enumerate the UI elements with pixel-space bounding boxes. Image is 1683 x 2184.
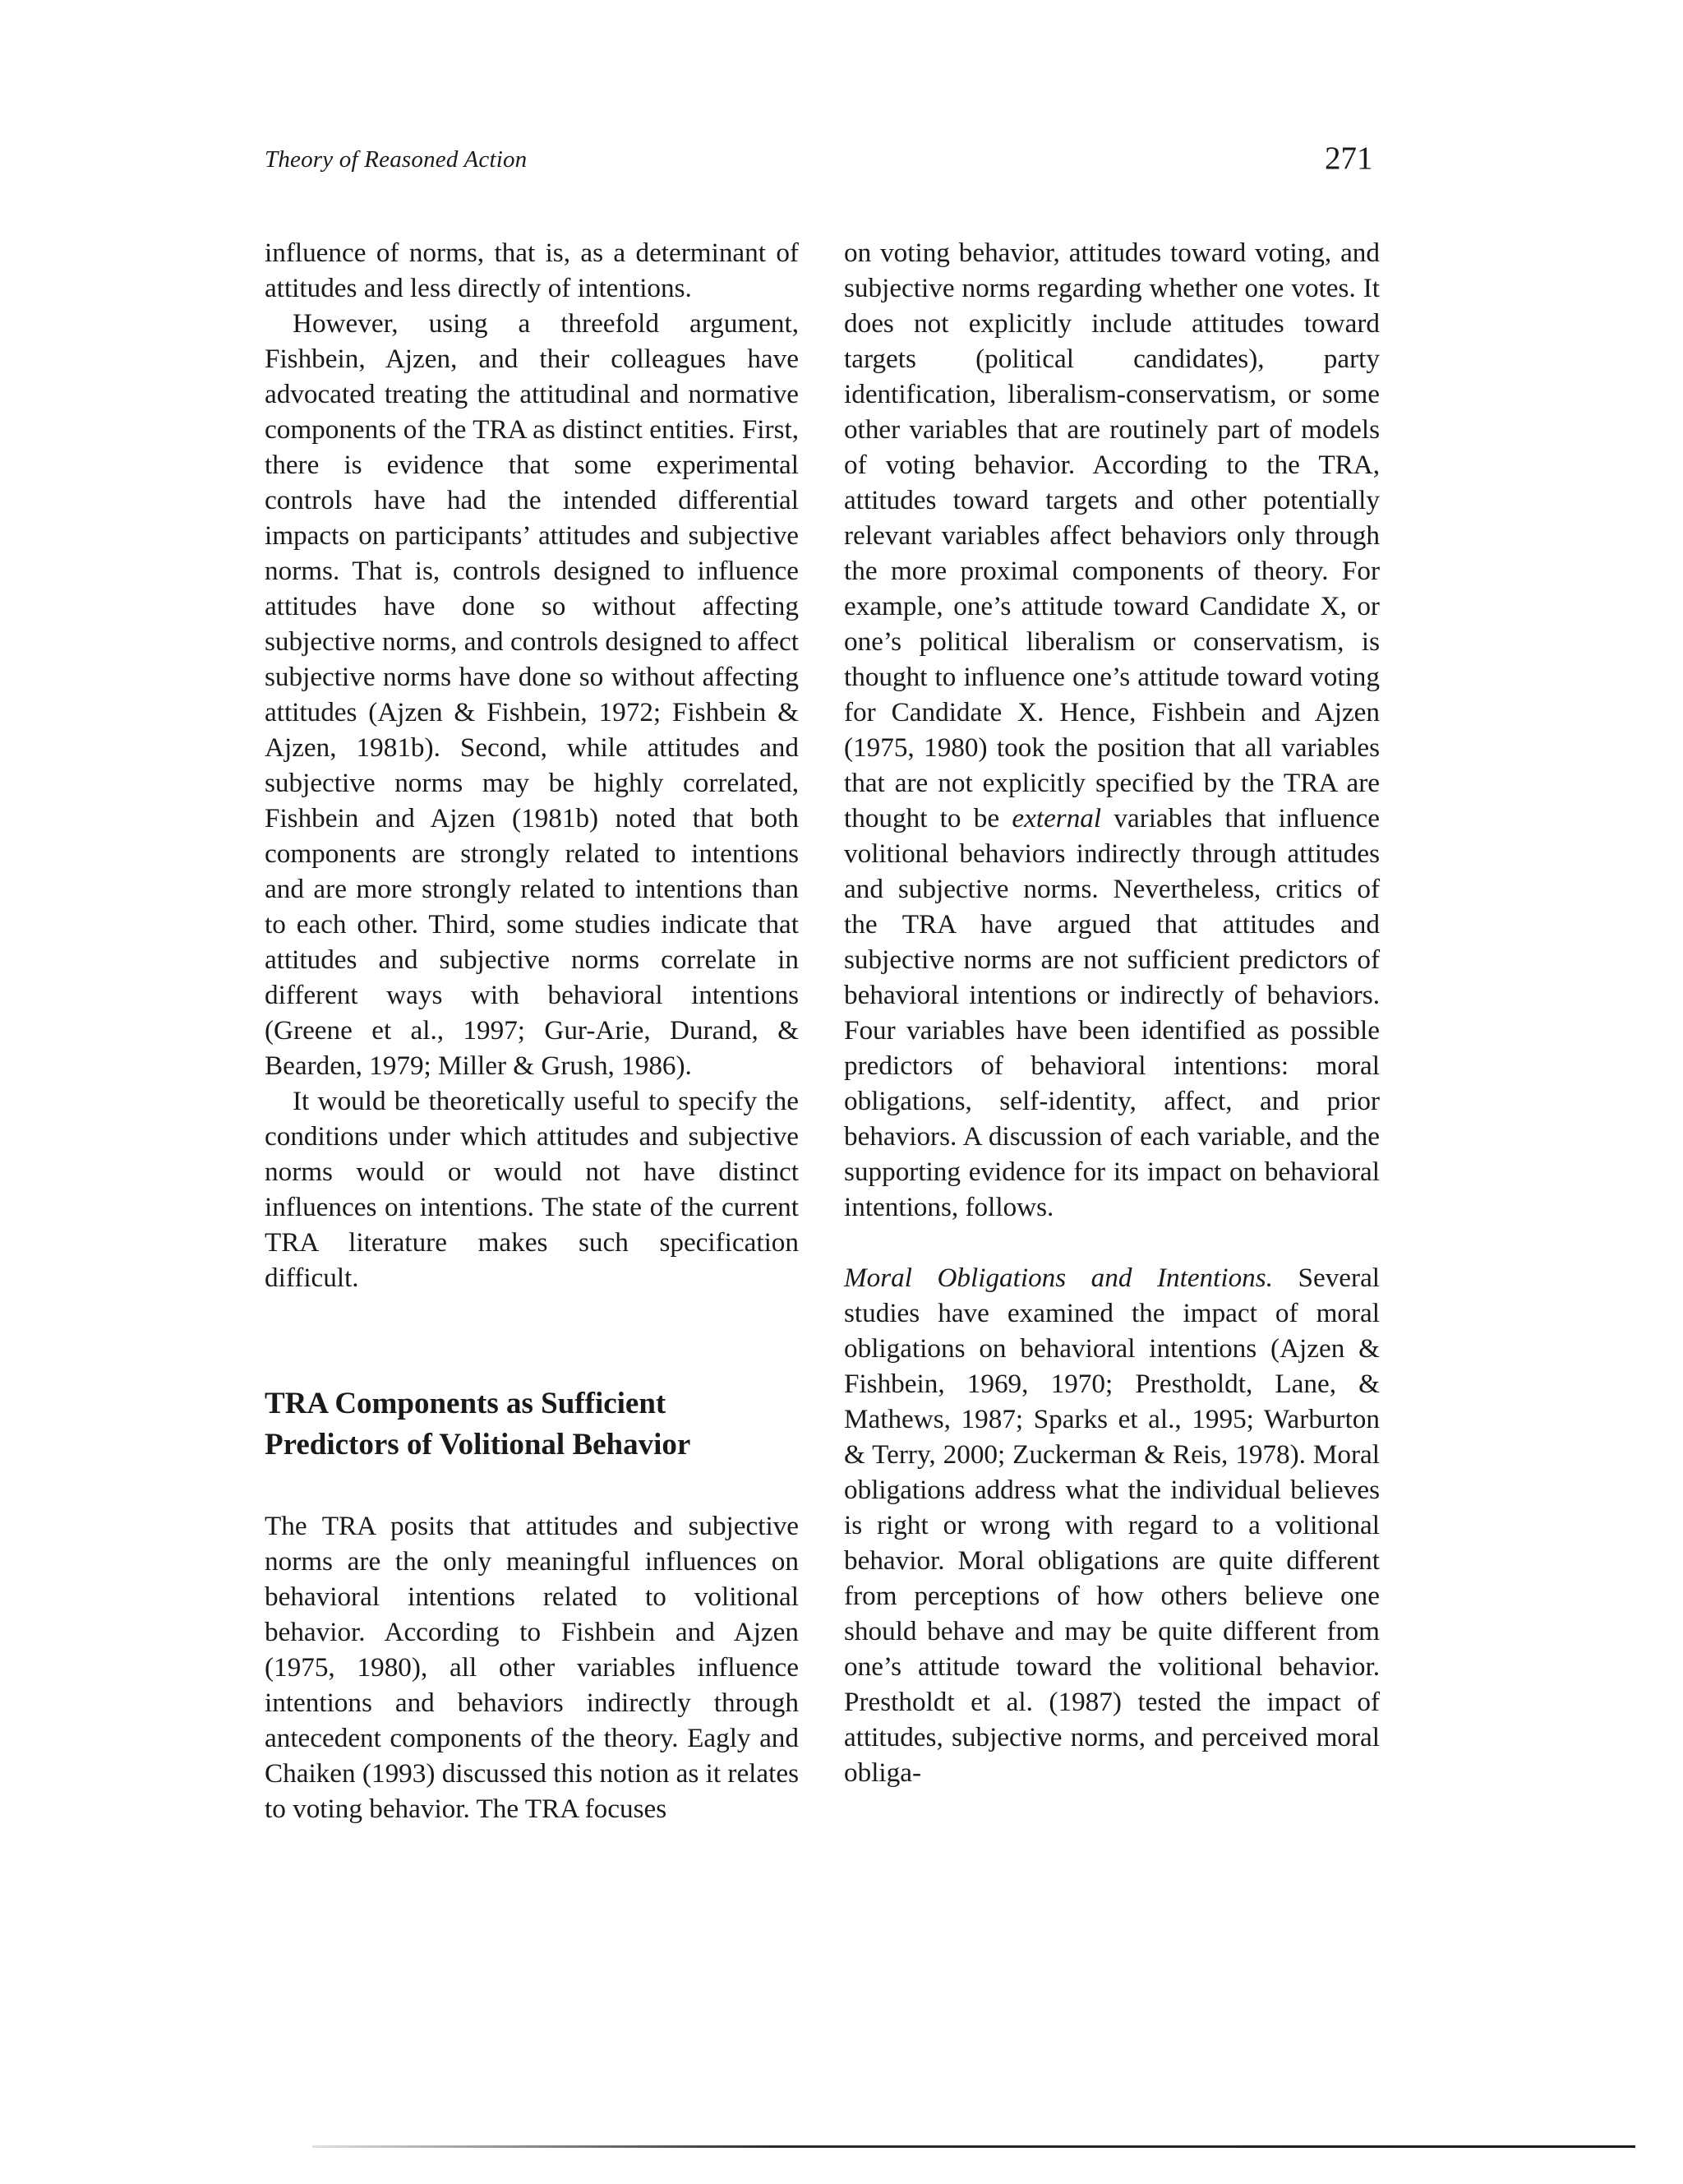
running-head: Theory of Reasoned Action xyxy=(265,146,528,173)
paragraph-voting-behavior xyxy=(844,235,1380,1225)
page-number: 271 xyxy=(1325,141,1373,176)
right-column xyxy=(844,235,1380,1790)
paragraph-moral-text: Several studies have examined the impact of moral obligations on behavioral intentions (Ajzen & Fishbein, 1969, 1970; Prestholdt, Lane, & Mathews, 1987; Sparks et al., 1995; Warburton & Terry, 2000; Zuckerman & Reis, 1978). Moral obligations address what the individual believes is right or wrong with regard to a volitional behavior. Moral obligations are quite different from perceptions of how others believe one should behave and may be quite different from one’s attitude toward the volitional behavior. Prestholdt et al. (1987) tested the impact of attitudes, subjective norms, and perceived moral obliga- xyxy=(844,1263,1381,1788)
section-heading-line-2: Predictors of Volitional Behavior xyxy=(265,1428,691,1461)
paragraph-continuation: influence of norms, that is, as a determinant of attitudes and less directly of intentions. xyxy=(265,238,799,303)
paragraph-threefold-argument: However, using a threefold argument, Fishbein, Ajzen, and their colleagues have advocated treating the attitudinal and normative components of the TRA as distinct entities. First, there is evidence that some experimental controls have had the intended differential impacts on participants’ attitudes and subjective norms. That is, controls designed to influence attitudes have done so without affecting subjective norms, and controls designed to affect subjective norms have done so without affecting attitudes (Ajzen & Fishbein, 1972; Fishbein & Ajzen, 1981b). Second, while attitudes and subjective norms may be highly correlated, Fishbein and Ajzen (1981b) noted that both components are strongly related to intentions and are more strongly related to intentions than to each other. Third, some studies indicate that attitudes and subjective norms correlate in different ways with behavioral intentions (Greene et al., 1997; Gur-Arie, Durand, & Bearden, 1979; Miller & Grush, 1986). xyxy=(265,308,799,1081)
left-column xyxy=(265,235,799,1826)
runin-heading-moral-obligations: Moral Obligations and Intentions. xyxy=(844,1263,1273,1293)
bottom-scan-rule xyxy=(312,2145,1635,2148)
paragraph-voting-text-2: variables that influence volitional behaviors indirectly through attitudes and subjective norms. Nevertheless, critics of the TRA have argued that attitudes and subjective norms are not sufficient predictors of behavioral intentions or indirectly of behaviors. Four variables have been identified as possible predictors of behavioral intentions: moral obligations, self-identity, affect, and prior behaviors. A discussion of each variable, and the supporting evidence for its impact on behavioral intentions, follows. xyxy=(844,803,1380,1222)
section-heading xyxy=(265,1383,799,1466)
paragraph-theoretical-use: It would be theoretically useful to specify the conditions under which attitudes and subjective norms would or would not have distinct influences on intentions. The state of the current TRA literature makes such specification difficult. xyxy=(265,1086,799,1293)
paragraph-moral-obligations xyxy=(844,1260,1380,1790)
section-heading-line-1: TRA Components as Sufficient xyxy=(265,1387,666,1420)
emphasis-external: external xyxy=(1012,803,1102,833)
paragraph-tra-posits: The TRA posits that attitudes and subjective norms are the only meaningful influences on behavioral intentions related to volitional behavior. According to Fishbein and Ajzen (1975, 1980), all other variables influence intentions and behaviors indirectly through antecedent components of the theory. Eagly and Chaiken (1993) discussed this notion as it relates to voting behavior. The TRA focuses xyxy=(265,1511,799,1824)
paragraph-voting-text-1: on voting behavior, attitudes toward voting, and subjective norms regarding whether one votes. It does not explicitly include attitudes toward targets (political candidates), party identification, liberalism-conservatism, or some other variables that are routinely part of models of voting behavior. According to the TRA, attitudes toward targets and other potentially relevant variables affect behaviors only through the more proximal components of theory. For example, one’s attitude toward Candidate X, or one’s political liberalism or conservatism, is thought to influence one’s attitude toward voting for Candidate X. Hence, Fishbein and Ajzen (1975, 1980) took the position that all variables that are not explicitly specified by the TRA are thought to be xyxy=(844,238,1380,833)
